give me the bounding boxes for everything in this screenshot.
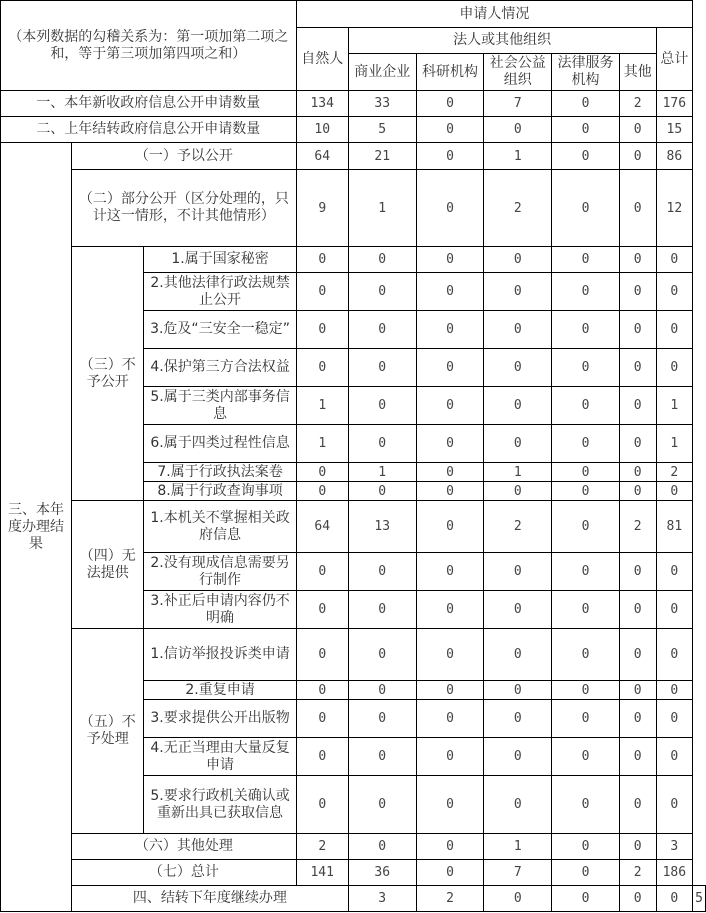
cell: 0: [619, 143, 656, 170]
cell: 0: [348, 247, 416, 273]
cell: 0: [416, 91, 484, 117]
table-row: [1, 143, 706, 170]
col-other: 其他: [619, 54, 656, 91]
cell: 0: [656, 482, 693, 501]
cell: 0: [484, 425, 552, 463]
cell: 0: [484, 482, 552, 501]
table-row: [1, 629, 706, 681]
cell: 0: [656, 591, 693, 629]
table-row: [1, 247, 706, 273]
row-label: 四、结转下年度继续办理: [72, 886, 349, 912]
cell: 2: [416, 886, 484, 912]
cell: 0: [416, 553, 484, 591]
row-label: 2.重复申请: [144, 681, 296, 700]
cell: 0: [296, 553, 348, 591]
row-label: 8.属于行政查询事项: [144, 482, 296, 501]
col-public-welfare: 社会公益组织: [484, 54, 552, 91]
row-label: 7.属于行政执法案卷: [144, 463, 296, 482]
table-row: [1, 501, 706, 553]
cell: 5: [348, 117, 416, 143]
cell: 0: [552, 425, 620, 463]
row-label: 1.属于国家秘密: [144, 247, 296, 273]
cell: 0: [416, 117, 484, 143]
cell: 10: [296, 117, 348, 143]
cell: 0: [484, 349, 552, 387]
cell: 0: [656, 681, 693, 700]
cell: 0: [416, 629, 484, 681]
cell: 0: [619, 553, 656, 591]
cell: 0: [484, 553, 552, 591]
cell: 0: [484, 681, 552, 700]
cell: 0: [296, 463, 348, 482]
cell: 1: [348, 463, 416, 482]
cell: 0: [552, 553, 620, 591]
row-label: 3.要求提供公开出版物: [144, 700, 296, 738]
cell: 0: [656, 349, 693, 387]
cell: 1: [656, 425, 693, 463]
cell: 81: [656, 501, 693, 553]
cell: 2: [296, 834, 348, 860]
cell: 0: [656, 311, 693, 349]
cell: 0: [656, 700, 693, 738]
row-label: （一）予以公开: [72, 143, 297, 170]
cell: 0: [484, 629, 552, 681]
cell: 0: [416, 591, 484, 629]
row-label: （二）部分公开（区分处理的，只计这一情形，不计其他情形）: [72, 170, 297, 247]
cell: 13: [348, 501, 416, 553]
cell: 0: [484, 311, 552, 349]
cell: 0: [348, 591, 416, 629]
cell: 0: [619, 700, 656, 738]
cell: 0: [619, 247, 656, 273]
cell: 0: [416, 834, 484, 860]
cell: 0: [552, 629, 620, 681]
cell: 0: [348, 681, 416, 700]
cell: 2: [656, 463, 693, 482]
col-research: 科研机构: [416, 54, 484, 91]
cell: 0: [656, 738, 693, 776]
row-label: 5.属于三类内部事务信息: [144, 387, 296, 425]
header-legal-group: 法人或其他组织: [348, 28, 656, 54]
header-note: （本列数据的勾稽关系为：第一项加第二项之和，等于第三项加第四项之和）: [1, 1, 297, 91]
table-row: [1, 170, 706, 247]
cell: 0: [656, 886, 693, 912]
cell: 0: [552, 463, 620, 482]
cell: 0: [619, 776, 656, 834]
cell: 1: [484, 834, 552, 860]
cell: 21: [348, 143, 416, 170]
cell: 0: [619, 681, 656, 700]
cell: 0: [619, 117, 656, 143]
cell: 0: [656, 247, 693, 273]
cell: 0: [552, 886, 620, 912]
cell: 0: [416, 387, 484, 425]
cell: 0: [348, 629, 416, 681]
cell: 0: [656, 553, 693, 591]
cell: 0: [348, 311, 416, 349]
cell: 0: [484, 738, 552, 776]
cell: 0: [484, 591, 552, 629]
cell: 0: [484, 387, 552, 425]
cell: 0: [552, 349, 620, 387]
cell: 0: [296, 273, 348, 311]
cell: 0: [296, 591, 348, 629]
cell: 1: [348, 170, 416, 247]
cell: 186: [656, 860, 693, 886]
cell: 0: [619, 311, 656, 349]
cell: 0: [619, 738, 656, 776]
cell: 0: [416, 681, 484, 700]
cell: 0: [484, 273, 552, 311]
col-legal-service: 法律服务机构: [552, 54, 620, 91]
cell: 0: [296, 349, 348, 387]
cell: 134: [296, 91, 348, 117]
table-row: [1, 117, 706, 143]
row-label: 4.保护第三方合法权益: [144, 349, 296, 387]
cell: 0: [552, 738, 620, 776]
cell: 12: [656, 170, 693, 247]
cell: 0: [416, 143, 484, 170]
cell: 0: [416, 170, 484, 247]
cell: 0: [619, 425, 656, 463]
row-label: 1.信访举报投诉类申请: [144, 629, 296, 681]
cell: 0: [656, 273, 693, 311]
cell: 0: [484, 117, 552, 143]
cell: 0: [619, 273, 656, 311]
table-row: [1, 834, 706, 860]
cell: 0: [552, 91, 620, 117]
cell: 1: [484, 143, 552, 170]
cell: 2: [484, 170, 552, 247]
table-row: [1, 91, 706, 117]
cell: 0: [348, 834, 416, 860]
cell: 86: [656, 143, 693, 170]
cell: 0: [619, 349, 656, 387]
cell: 2: [484, 501, 552, 553]
cell: 0: [552, 311, 620, 349]
cell: 0: [348, 425, 416, 463]
cell: 0: [416, 273, 484, 311]
cell: 0: [484, 886, 552, 912]
cell: 3: [348, 886, 416, 912]
row-label: （六）其他处理: [72, 834, 297, 860]
cell: 1: [656, 387, 693, 425]
cell: 0: [484, 776, 552, 834]
cell: 0: [619, 886, 656, 912]
row-label: 6.属于四类过程性信息: [144, 425, 296, 463]
row-label: 1.本机关不掌握相关政府信息: [144, 501, 296, 553]
cell: 0: [552, 143, 620, 170]
s4-label: （四）无法提供: [72, 501, 144, 629]
cell: 0: [416, 311, 484, 349]
row-label: 二、上年结转政府信息公开申请数量: [1, 117, 297, 143]
cell: 0: [348, 738, 416, 776]
cell: 0: [296, 629, 348, 681]
cell: 0: [348, 776, 416, 834]
cell: 0: [416, 247, 484, 273]
cell: 0: [552, 273, 620, 311]
cell: 0: [619, 387, 656, 425]
cell: 0: [416, 482, 484, 501]
cell: 3: [656, 834, 693, 860]
cell: 64: [296, 143, 348, 170]
row-label: 3.补正后申请内容仍不明确: [144, 591, 296, 629]
cell: 176: [656, 91, 693, 117]
cell: 0: [416, 463, 484, 482]
cell: 0: [416, 776, 484, 834]
cell: 0: [552, 501, 620, 553]
cell: 0: [296, 738, 348, 776]
cell: 0: [348, 273, 416, 311]
table-row: [1, 886, 706, 912]
cell: 2: [619, 91, 656, 117]
cell: 0: [416, 700, 484, 738]
cell: 64: [296, 501, 348, 553]
cell: 0: [552, 482, 620, 501]
cell: 0: [619, 629, 656, 681]
cell: 1: [484, 463, 552, 482]
cell: 0: [348, 387, 416, 425]
cell: 0: [552, 700, 620, 738]
cell: 2: [619, 860, 656, 886]
cell: 141: [296, 860, 348, 886]
cell: 0: [552, 117, 620, 143]
cell: 0: [296, 681, 348, 700]
cell: 9: [296, 170, 348, 247]
cell: 0: [484, 247, 552, 273]
cell: 5: [693, 886, 706, 912]
cell: 0: [296, 700, 348, 738]
cell: 0: [348, 349, 416, 387]
cell: 0: [484, 700, 552, 738]
cell: 0: [416, 738, 484, 776]
cell: 0: [296, 247, 348, 273]
cell: 0: [552, 860, 620, 886]
cell: 7: [484, 91, 552, 117]
cell: 0: [656, 776, 693, 834]
col-natural: 自然人: [296, 28, 348, 91]
cell: 0: [656, 629, 693, 681]
cell: 0: [552, 591, 620, 629]
cell: 15: [656, 117, 693, 143]
cell: 0: [296, 311, 348, 349]
row-label: 4.无正当理由大量反复申请: [144, 738, 296, 776]
cell: 2: [619, 501, 656, 553]
cell: 33: [348, 91, 416, 117]
col-total: 总计: [656, 28, 693, 91]
cell: 0: [416, 501, 484, 553]
cell: 0: [416, 349, 484, 387]
cell: 0: [619, 834, 656, 860]
cell: 0: [619, 482, 656, 501]
cell: 0: [296, 776, 348, 834]
cell: 0: [552, 247, 620, 273]
cell: 0: [552, 387, 620, 425]
col-business: 商业企业: [348, 54, 416, 91]
cell: 1: [296, 387, 348, 425]
s5-label: （五）不予处理: [72, 629, 144, 834]
cell: 0: [619, 170, 656, 247]
cell: 0: [619, 463, 656, 482]
row-label: 一、本年新收政府信息公开申请数量: [1, 91, 297, 117]
header-applicant-group: 申请人情况: [296, 1, 693, 28]
table-row: [1, 860, 706, 886]
cell: 36: [348, 860, 416, 886]
cell: 0: [348, 700, 416, 738]
cell: 1: [296, 425, 348, 463]
cell: 0: [348, 553, 416, 591]
cell: 0: [296, 482, 348, 501]
cell: 0: [552, 170, 620, 247]
cell: 0: [552, 681, 620, 700]
cell: 0: [619, 591, 656, 629]
row-label: 3.危及“三安全一稳定”: [144, 311, 296, 349]
cell: 0: [348, 482, 416, 501]
row-label: 5.要求行政机关确认或重新出具已获取信息: [144, 776, 296, 834]
section3-label: 三、本年度办理结果: [1, 143, 72, 912]
cell: 0: [552, 776, 620, 834]
s3-label: （三）不予公开: [72, 247, 144, 501]
cell: 0: [552, 834, 620, 860]
row-label: 2.没有现成信息需要另行制作: [144, 553, 296, 591]
row-label: （七）总计: [72, 860, 297, 886]
row-label: 2.其他法律行政法规禁止公开: [144, 273, 296, 311]
cell: 7: [484, 860, 552, 886]
cell: 0: [416, 860, 484, 886]
cell: 0: [416, 425, 484, 463]
